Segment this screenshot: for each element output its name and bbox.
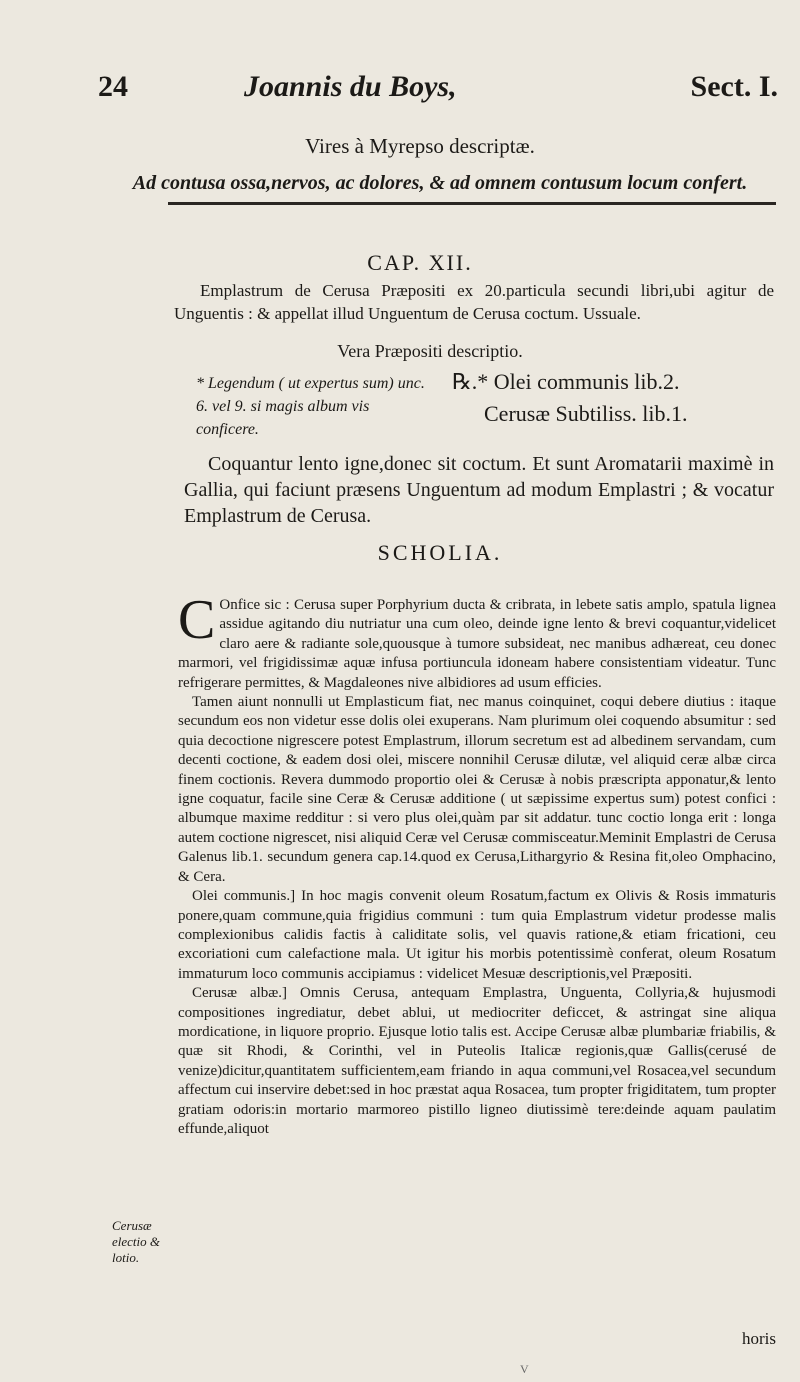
- recipe-heading: Vera Præpositi descriptio.: [337, 341, 523, 361]
- recipe-line-cerusa: Cerusæ Subtiliss. lib.1.: [484, 401, 688, 426]
- scholia-paragraph: [178, 589, 776, 693]
- horizontal-rule: [168, 202, 776, 205]
- chapter-intro: Emplastrum de Cerusa Præpositi ex 20.particula secundi libri,ubi agitur de Unguentis : & appellat illud Unguentum de Cerusa coctum. Ussuale.: [174, 281, 774, 323]
- paragraph-text: Onfice sic : Cerusa super Porphyrium ducta & cribrata, in lebete satis amplo, spatula lignea assidue agitando diu nutriatur una cum oleo, deinde igne lento & brevi coquantur,videlicet claro aere & radiante sole,quousque à tumore subsideat, nec manibus adhæreat, ceu donec marmori, vel frigidissimæ aquæ infusa portiuncula idoneam habere consistentiam videatur. Tunc refrigerare permittes, & Magdaleones nive albidiores ad usum efficies.: [178, 597, 776, 691]
- preparation-text: Coquantur lento igne,donec sit coctum. Et sunt Aromatarii maximè in Gallia, qui faciunt præsens Unguentum ad modum Emplastri ; & vocatur Emplastrum de Cerusa.: [184, 453, 774, 527]
- side-note: * Legendum ( ut expertus sum) unc. 6. vel 9. si magis album vis conficere.: [196, 375, 425, 438]
- scholia-heading: SCHOLIA.: [377, 540, 503, 565]
- scholia-paragraph: Cerusæ albæ.] Omnis Cerusa, antequam Emplastra, Unguenta, Collyria,& hujusmodi compositiones ingrediatur, debet ablui, ut mediocriter deficcet, & astringat sine aliqua mordicatione, in liquore proprio. Ejusque lotio talis est. Accipe Cerusæ albæ plumbariæ friabilis, & quæ sit Rhodi, & Corinthi, vel in Puteolis Italicæ regionis,quæ Gallis(cerusé de venize)dicitur,quantitatem sufficientem,eam friando in aqua communi,vel Rosacea,vel secundum affectum cui inservire debet:sed in hoc præstat aqua Rosacea, tum propter frigiditatem, tum propter gratiam odoris:in mortario marmoreo pistillo ligneo diutissimè tere:deinde aquam paulatim effunde,aliquot: [178, 985, 776, 1137]
- scholia-paragraph: Tamen aiunt nonnulli ut Emplasticum fiat, nec manus coinquinet, coqui debere diutius : itaque secundum eos non videtur esse dolis olei exuperans. Nam plurimum olei coquendo absumitur : sed quia decoctione nigrescere potest Emplastrum, illorum secretum est ad albedinem servandam, cum decenti coctione, & eadem dosi olei, miscere nonnihil Cerusæ dilutæ, vel aliquid ceræ albæ circa finem coctionis. Revera dummodo proportio olei & Cerusæ à nobis præscripta apponatur,& lento igne coquatur, facile sine Ceræ & Cerusæ additione ( ut sæpissime expertus sum) potest confici : albumque maxime redditur : si vero plus olei,quàm par sit addatur. tunc coctio longa erit : longa autem coctione nigrescet, nisi aliquid Ceræ vel Cerusæ commisceatur.Meminit Emplastri de Cerusa Galenus lib.1. secundum genera cap.14.quod ex Cerusa,Lithargyrio & Resina fit,oleo Omphacino, & Cera.: [178, 694, 776, 885]
- scholia-paragraph: Olei communis.] In hoc magis convenit oleum Rosatum,factum ex Olivis & Rosis immaturis ponere,quam commune,quia frigidius communi : tum quia Emplastrum videtur prodesse malis complexionibus calidis factis à caliditate solis, vel quavis ratione,& etiam fricationi, ceu excoriationi cum calefactione mala. Ut igitur his morbis potentissimè conferat, oleum Rosatum immaturum loco communis accipiamus : videlicet Mesuæ descriptionis,vel Præpositi.: [178, 888, 776, 982]
- drop-cap: C: [178, 589, 216, 651]
- running-head: Joannis du Boys,: [244, 70, 457, 103]
- signature-mark: V: [520, 1362, 529, 1376]
- margin-note: Cerusæ electio & lotio.: [112, 1218, 161, 1265]
- scholia-body: [178, 589, 776, 1139]
- virtues-description: Ad contusa ossa,nervos, ac dolores, & ad omnem contusum locum confert.: [132, 172, 748, 194]
- page-header: [0, 70, 800, 110]
- catchword: horis: [742, 1329, 776, 1348]
- chapter-heading: CAP. XII.: [367, 250, 473, 275]
- page-number: 24: [98, 70, 128, 103]
- section-label: Sect. I.: [690, 70, 778, 103]
- virtues-heading: Vires à Myrepso descriptæ.: [305, 134, 535, 158]
- recipe-line-oil: ℞.* Olei communis lib.2.: [452, 369, 680, 394]
